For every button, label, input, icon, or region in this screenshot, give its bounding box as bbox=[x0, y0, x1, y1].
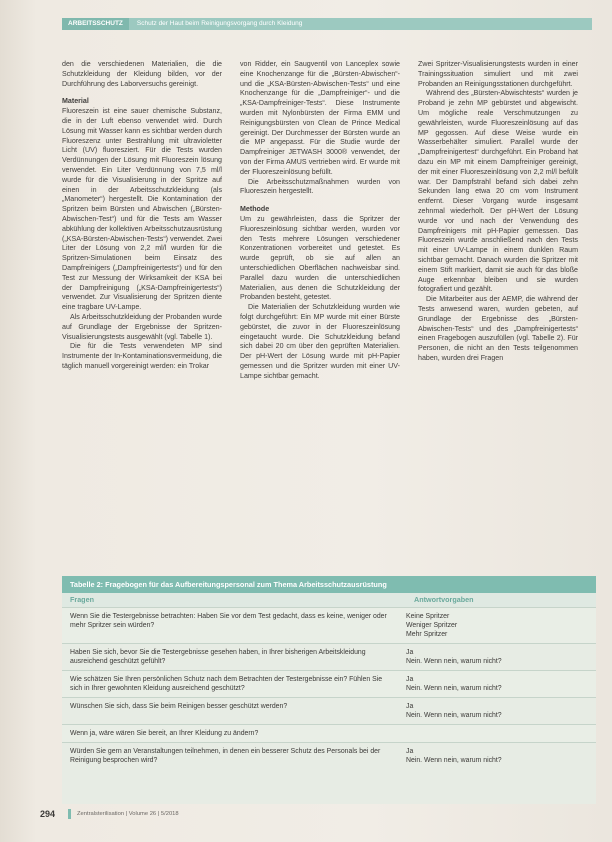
table-row bbox=[62, 607, 596, 643]
column-header-answers: Antwortvorgaben bbox=[414, 595, 474, 604]
running-title: Schutz der Haut beim Reinigungsvorgang durch Kleidung bbox=[136, 20, 303, 27]
question-cell: Wenn Sie die Testergebnisse betrachten: Haben Sie vor dem Test gedacht, dass es keine, weniger oder mehr Spritzer sein würden? bbox=[70, 613, 387, 629]
answer-option: Nein. Wenn nein, warum nicht? bbox=[406, 658, 502, 665]
answer-option: Weniger Spritzer bbox=[406, 622, 458, 629]
paragraph: Die für die Tests verwendeten MP sind Instrumente der In-Kontaminationsvermeidung, die täglich manuell vorgereinigt werden: ein Trokar bbox=[62, 342, 222, 370]
answer-option: Nein. Wenn nein, warum nicht? bbox=[406, 712, 502, 719]
page-footer bbox=[40, 809, 179, 819]
paragraph: Die Arbeitsschutzmaßnahmen wurden von Fluoreszein hergestellt. bbox=[240, 177, 400, 196]
answer-cell bbox=[402, 644, 596, 670]
paragraph: Während des „Bürsten-Abwischtests“ wurden je Proband je zehn MP gebürstet und abgewischt. Um mögliche reale Verschmutzungen zu gewährleisten, wurde Fluoreszeinlösung auf das MP gegossen. Auf diese Weise wurde ein Wasserbehälter simuliert. Parallel wurde der „Dampfreinigertest“ durchgeführt. Ein Proband hat dazu ein MP mit einem Dampfreiniger gereinigt, der mit einer Fluoreszeinlösung von 2,2 ml/l befüllt war. Der Dampfstrahl befand sich dabei zehn Sekunden lang etwa 20 cm vom Instrument entfernt. Dieser Vorgang wurde insgesamt zehnmal wiederholt. Der pH-Wert der Lösung wurde vor und nach der Verwendung des Dampfreinigers mit pH-Papier gemessen. Das Fluoreszein wurde anschließend nach den Tests mit einer UV-Lampe in einem dunklen Raum sichtbar gemacht. Danach wurden die Spritzer mit einem Stift markiert, damit sie auch für das bloße Auge erkennbar bleiben und sie wurden fotografiert und gezählt. bbox=[418, 89, 578, 294]
table-row bbox=[62, 724, 596, 742]
question-cell: Wünschen Sie sich, dass Sie beim Reinigen besser geschützt werden? bbox=[70, 703, 288, 710]
table-row bbox=[62, 670, 596, 697]
table-body bbox=[62, 607, 596, 769]
paragraph: Als Arbeitsschutzkleidung der Probanden wurde auf Grundlage der Ergebnisse der Spritzen-Visualisierungstests ausgewählt (vgl. Tabelle 1). bbox=[62, 312, 222, 341]
answer-option: Mehr Spritzer bbox=[406, 631, 448, 638]
section-tag: ARBEITSSCHUTZ bbox=[62, 18, 129, 30]
answer-option: Ja bbox=[406, 748, 414, 755]
answer-option: Ja bbox=[406, 676, 414, 683]
footer-accent-bar bbox=[68, 809, 71, 819]
answer-option: Ja bbox=[406, 703, 414, 710]
answer-option: Keine Spritzer bbox=[406, 613, 450, 620]
question-cell: Würden Sie gern an Veranstaltungen teilnehmen, in denen ein besserer Schutz des Personals bei der Reinigung besprochen wird? bbox=[70, 748, 381, 764]
section-heading-methode: Methode bbox=[240, 205, 270, 214]
answer-option: Nein. Wenn nein, warum nicht? bbox=[406, 685, 502, 692]
table-header-row bbox=[62, 593, 596, 607]
running-header bbox=[62, 18, 592, 30]
table-title: Tabelle 2: Fragebogen für das Aufbereitungspersonal zum Thema Arbeitsschutzausrüstung bbox=[62, 576, 596, 593]
answer-cell bbox=[402, 725, 596, 742]
questionnaire-table bbox=[62, 576, 596, 804]
paragraph: Fluoreszein ist eine sauer chemische Substanz, die in der Luft ebenso verwendet wird. Durch Lösung mit Wasser kann es sichtbar werden durch Fluoreszenz unter Bestrahlung mit ultravioletter Licht (UV) fluoresziert. Für die Tests wurden Verdünnungen der Lösung mit Fluoreszein lösung verwendet. Ein Liter Verdünnung von 7,5 ml/l wurde für die Visualisierung in der Spritze auf einen in der Arbeitsschutzkleidung (als „Manometer“) hergestellt. Die Kontamination der Spritzen beim Bürsten und Abwischen („Bürsten-Abwischen-Test“) und für die Tests am Wasser abkühlung der kollektiven Arbeitsschutzausrüstung („KSA-Bürsten-Abwischen-Tests“) verwendet. Zwei Liter der Lösung von 2,2 ml/l wurden für die Spritzen-Simulationen beim Einsatz des Dampfreinigers („Dampfreinigertests“) und für den Test zur Messung der Wirksamkeit der KSA bei der Dampfreinigung („KSA-Dampfreinigertests“) verwendet. Zur Visualisierung der Spritzen diente eine tragbare UV-Lampe. bbox=[62, 107, 222, 312]
journal-citation: Zentralsterilisation | Volume 26 | 5/2018 bbox=[77, 811, 179, 817]
answer-cell bbox=[402, 743, 596, 769]
paragraph: Zwei Spritzer-Visualisierungstests wurden in einer Trainingssituation simuliert und mit zwei Probanden an Reinigungsstationen durchgeführt. bbox=[418, 60, 578, 88]
answer-cell bbox=[402, 608, 596, 643]
question-cell: Haben Sie sich, bevor Sie die Testergebnisse gesehen haben, in Ihrer bisherigen Arbeitskleidung ausreichend geschützt gefühlt? bbox=[70, 649, 366, 665]
section-heading-material: Material bbox=[62, 97, 89, 106]
table-row bbox=[62, 697, 596, 724]
column-header-questions: Fragen bbox=[70, 595, 94, 604]
answer-cell bbox=[402, 698, 596, 724]
paragraph: den die verschiedenen Materialien, die die Schutzkleidung der Kleidung bilden, vor der Durchführung des Laborversuchs gereinigt. bbox=[62, 60, 222, 88]
page-number: 294 bbox=[40, 809, 56, 819]
text-column-middle bbox=[240, 60, 400, 382]
text-column-right bbox=[418, 60, 578, 364]
paragraph: von Ridder, ein Saugventil von Lanceplex sowie eine Knochenzange für die „Bürsten-Abwischen“- und die „KSA-Bürsten-Abwischen-Tests“ und eine Knochenzange für die „Dampfreiniger“- und die „KSA-Dampfreiniger-Tests“. Diese Instrumente wurden mit Nylonbürsten der Firma EMM und Reinigungsbürsten von Clean de Prince Medical gereinigt. Der Durchmesser der Bürsten wurde an die MP angepasst. Für die Studie wurde der Dampfreiniger JETWASH 3000® verwendet, der von der Firma AMUS vertrieben wird. Er wurde mit der Fluoreszeinlösung befüllt. bbox=[240, 60, 400, 176]
text-column-left bbox=[62, 60, 222, 372]
answer-cell bbox=[402, 671, 596, 697]
table-row bbox=[62, 643, 596, 670]
table-row bbox=[62, 742, 596, 769]
paragraph: Die Mitarbeiter aus der AEMP, die während der Tests anwesend waren, wurden gebeten, auf Grundlage der Ergebnisse des „Bürsten-Abwischen-Tests“ und des „Dampfreinigertests“ einen Fragebogen auszufüllen (vgl. Tabelle 2). Für Personen, die nicht an den Tests teilgenommen haben, wurden drei Fragen bbox=[418, 295, 578, 362]
answer-option: Nein. Wenn nein, warum nicht? bbox=[406, 757, 502, 764]
answer-option: Ja bbox=[406, 649, 414, 656]
question-cell: Wie schätzen Sie Ihren persönlichen Schutz nach dem Betrachten der Testergebnisse ein? Fühlen Sie sich in Ihrer gewohnten Kleidung ausreichend geschützt? bbox=[70, 676, 383, 692]
paragraph: Die Materialien der Schutzkleidung wurden wie folgt durchgeführt: Ein MP wurde mit einer Bürste gebürstet, die zuvor in der Fluoreszeinlösung eingetaucht wurde. Die Schutzkleidung befand sich dabei 20 cm über den geprüften Materialien. Der pH-Wert der Lösung wurde mit pH-Papier gemessen und die Spritzer wurden mit einer UV-Lampe sichtbar gemacht. bbox=[240, 303, 400, 380]
question-cell: Wenn ja, wäre wären Sie bereit, an Ihrer Kleidung zu ändern? bbox=[70, 730, 259, 737]
paragraph: Um zu gewährleisten, dass die Spritzer der Fluoreszeinlösung sichtbar werden, wurden vor den Tests mehrere Lösungen verschiedener Konzentrationen vorbereitet und getestet. Es wurde geprüft, ob sie auf allen an unterschiedlichen Oberflächen nachweisbar sind. Parallel dazu wurden die unterschiedlichen Materialien, aus denen die Schutzkleidung der Probanden besteht, getestet. bbox=[240, 214, 400, 302]
